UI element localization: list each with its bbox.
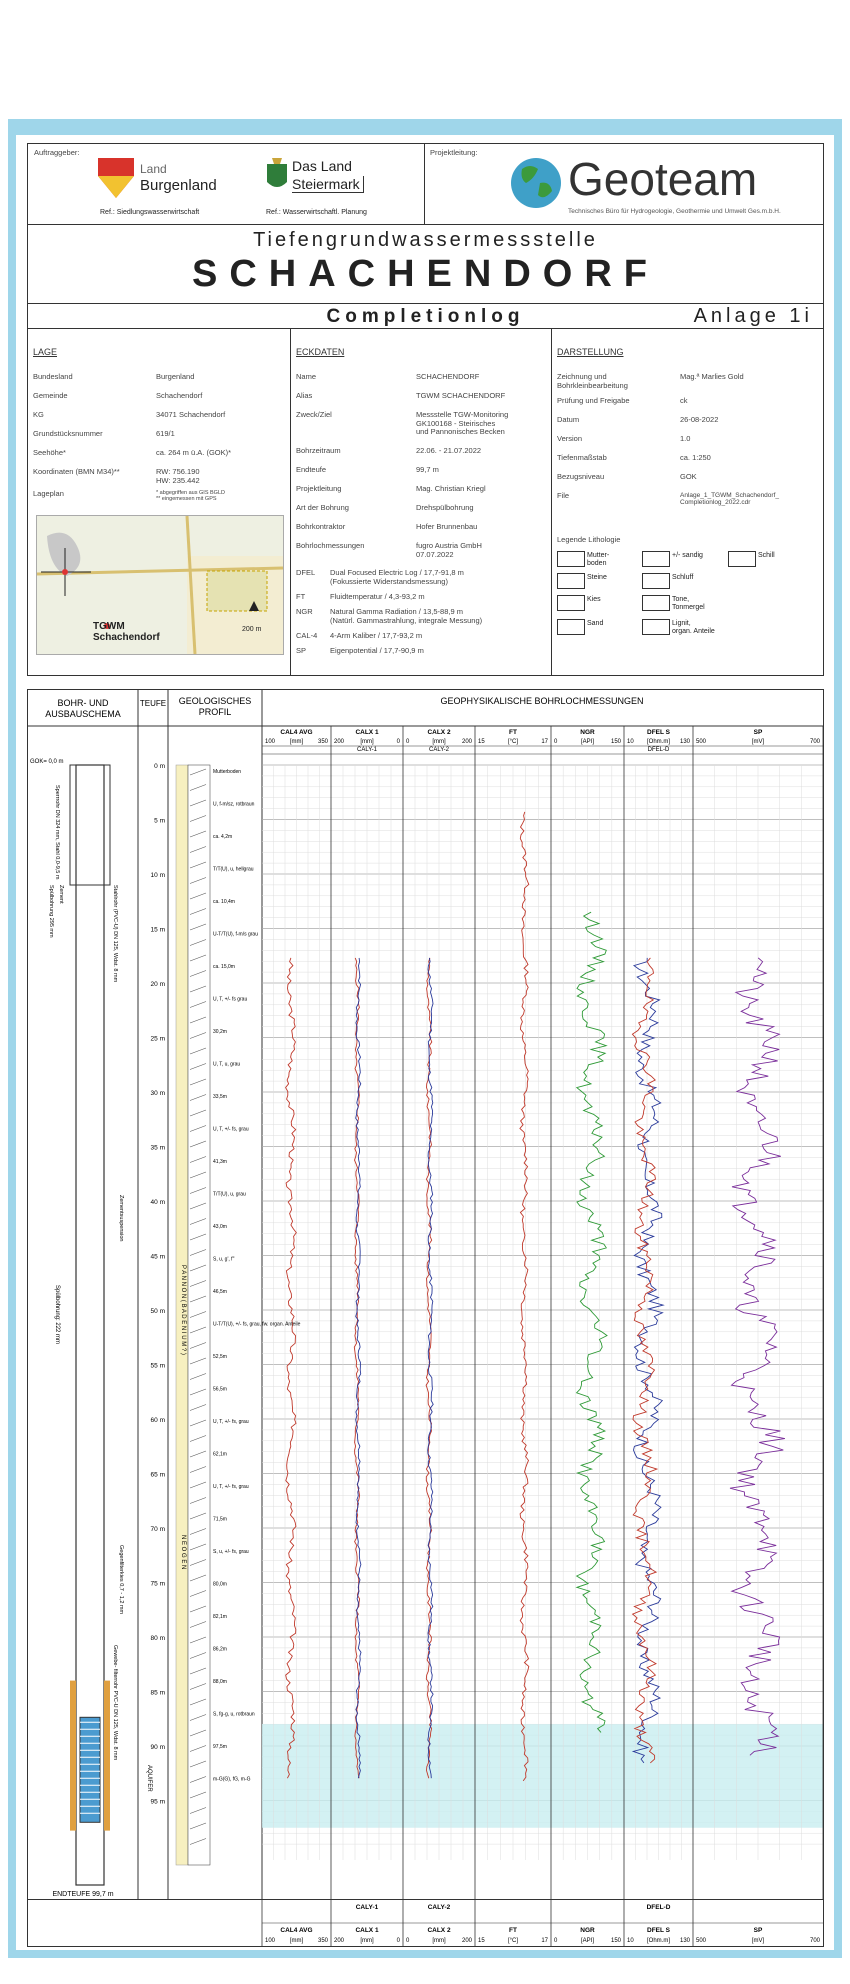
geo-label: 71,5m <box>213 1516 227 1523</box>
track-min: 0 <box>406 739 410 745</box>
log-method-value: 4-Arm Kaliber / 17,7-93,2 m <box>330 631 423 640</box>
sp-curve <box>730 958 785 1755</box>
divider <box>551 329 552 675</box>
footer-max: 130 <box>679 1938 690 1944</box>
footer-min: 10 <box>627 1938 634 1944</box>
header-logos <box>27 143 824 225</box>
lithology-column <box>188 765 210 1865</box>
track-unit: [Ohm.m] <box>646 739 671 745</box>
geo-label: 86,2m <box>213 1646 227 1653</box>
eckdaten-key: Bohrzeitraum <box>296 446 341 455</box>
neogen-label: N E O G E N <box>180 1535 186 1570</box>
track-max: 200 <box>461 739 472 745</box>
darstellung-value: 26-08-2022 <box>680 415 719 424</box>
log-title-bar <box>27 303 824 329</box>
depth-label: 45 m <box>150 1253 165 1261</box>
eckdaten-value: 99,7 m <box>416 465 439 474</box>
track-name: CALX 1 <box>355 729 379 736</box>
track-sub: CALY-2 <box>428 747 450 753</box>
lage-value: Burgenland <box>156 372 195 381</box>
eckdaten-value: Messstelle TGW-Monitoring GK100168 - Steirisches und Pannonisches Becken <box>416 410 509 437</box>
geo-label: 88,0m <box>213 1679 227 1685</box>
footer-min: 15 <box>478 1938 485 1944</box>
map-label-line: TGWM <box>93 621 125 632</box>
depth-label: 10 m <box>150 872 165 879</box>
lage-value: 34071 Schachendorf <box>156 410 226 419</box>
divider <box>290 329 291 675</box>
footer-sub: CALY-2 <box>427 1904 451 1911</box>
track-unit: [mV] <box>751 739 765 745</box>
eckdaten-key: Bohrkontraktor <box>296 522 346 531</box>
steiermark-crest-icon <box>266 158 288 192</box>
depth-label: 80 m <box>150 1635 165 1642</box>
casing-label: Spülbohrung 295 mm <box>48 885 54 938</box>
track-max: 0 <box>396 739 400 745</box>
track-sub: DFEL-D <box>647 747 670 753</box>
eckdaten-heading: ECKDATEN <box>296 347 345 357</box>
footer-unit: [Ohm.m] <box>646 1938 671 1944</box>
track-sub: CALY-1 <box>356 747 378 753</box>
lage-value: RW: 756.190 HW: 235.442 <box>156 467 200 485</box>
track-name: CAL4 AVG <box>280 729 313 736</box>
log-method-value: Dual Focused Electric Log / 17,7-91,8 m (Fokussierte Widerstandsmessung) <box>330 568 464 586</box>
legend-swatch <box>642 595 670 611</box>
divider <box>424 144 425 224</box>
track-min: 0 <box>554 739 558 745</box>
globe-icon <box>510 157 562 209</box>
geo-label: U, T, u, grau <box>213 1061 241 1068</box>
depth-label: 90 m <box>150 1744 165 1751</box>
gravel-pack <box>104 1681 110 1831</box>
geo-label: U-T/T(U), +/- fs, grau, fw. organ. Anteile <box>213 1321 301 1328</box>
geo-label: ca. 10,4m <box>213 899 235 905</box>
legend-swatch <box>728 551 756 567</box>
eckdaten-key: Bohrlochmessungen <box>296 541 365 550</box>
geo-label: T/T(U), u, grau <box>213 1191 246 1198</box>
legend-swatch <box>642 573 670 589</box>
geo-label: U, f-m/sz, rotbraun <box>213 801 255 808</box>
depth-label: 75 m <box>150 1580 165 1588</box>
footer-name: FT <box>509 1927 517 1934</box>
legend-label: Schluff <box>672 574 694 581</box>
track-max: 350 <box>317 739 328 745</box>
steiermark-line2: Steiermark <box>292 176 364 193</box>
title-block <box>27 224 824 304</box>
lage-key: Gemeinde <box>33 391 68 400</box>
ngr-curve <box>577 912 607 1732</box>
steiermark-line1: Das Land <box>292 158 352 174</box>
footer-name: CALX 2 <box>427 1927 451 1934</box>
aquifer-label: AQUIFER <box>146 1765 152 1792</box>
log-method-key: FT <box>296 592 306 601</box>
log-method-value: Natural Gamma Radiation / 13,5-88,9 m (Natürl. Gammastrahlung, integrale Messung) <box>330 607 483 625</box>
pannon-label: P A N N O N ( B A D E N I U M ? ) <box>180 1265 186 1355</box>
track-max: 130 <box>679 739 690 745</box>
col-geo-title: GEOLOGISCHES <box>178 696 252 706</box>
footer-name: SP <box>753 1927 763 1934</box>
legend-label: Steine <box>587 574 607 581</box>
footer-min: 100 <box>265 1938 276 1944</box>
track-name: NGR <box>580 729 595 736</box>
geo-label: S, u, +/- fs, grau <box>213 1549 249 1555</box>
darstellung-value: 1.0 <box>680 434 691 443</box>
geo-label: 52,5m <box>213 1354 227 1360</box>
steiermark-ref: Ref.: Wasserwirtschaftl. Planung <box>266 209 367 216</box>
client-label: Auftraggeber: <box>34 148 80 157</box>
darstellung-value: ck <box>680 396 688 405</box>
track-min: 10 <box>627 739 634 745</box>
lage-heading: LAGE <box>33 347 58 357</box>
footer-name: NGR <box>580 1927 595 1934</box>
log-method-value: Fluidtemperatur / 4,3-93,2 m <box>330 592 425 601</box>
legend-label: Schill <box>758 552 775 559</box>
darstellung-value: Anlage_1_TGWM_Schachendorf_ Completionlog_2022.cdr <box>680 492 780 507</box>
darstellung-key: Prüfung und Freigabe <box>557 396 630 405</box>
darstellung-heading: DARSTELLUNG <box>557 347 624 357</box>
track-name: CALX 2 <box>427 729 451 736</box>
location-map <box>36 515 284 655</box>
log-graphic <box>28 690 823 1899</box>
geo-label: U, T, +/- fs, grau <box>213 1484 249 1490</box>
geo-label: U, T, +/- fs, grau <box>213 1419 249 1425</box>
lage-key: Lageplan <box>33 489 64 498</box>
darstellung-key: Zeichnung und Bohrkleinbearbeitung <box>557 372 628 390</box>
log-method-value: Eigenpotential / 17,7-90,9 m <box>330 646 424 655</box>
footer-max: 200 <box>461 1938 472 1944</box>
casing-label: Gegenfilterkies 0,7 - 1,2 mm <box>118 1545 124 1615</box>
ft-curve <box>520 812 529 1781</box>
track-max: 17 <box>541 739 548 745</box>
geo-label: 33,5m <box>213 1094 227 1100</box>
eckdaten-key: Art der Bohrung <box>296 503 349 512</box>
lage-value: Schachendorf <box>156 391 203 400</box>
info-block <box>27 328 824 676</box>
darstellung-key: Datum <box>557 415 580 424</box>
log-method-key: SP <box>296 646 307 655</box>
depth-label: 0 m <box>154 763 165 770</box>
geoteam-name: Geoteam <box>568 153 758 205</box>
depth-label: 20 m <box>150 981 165 988</box>
footer-min: 200 <box>334 1938 345 1944</box>
track-min: 100 <box>265 739 276 745</box>
track-max: 700 <box>809 739 820 745</box>
geo-label: 62,1m <box>213 1451 227 1458</box>
footer-unit: [mm] <box>360 1938 374 1944</box>
darstellung-key: File <box>557 491 570 500</box>
geo-label: 43,0m <box>213 1224 227 1230</box>
track-unit: [mm] <box>289 739 304 745</box>
geo-label: U-T/T(U), f-m/s grau <box>213 931 258 938</box>
footer-min: 0 <box>554 1938 558 1944</box>
geo-label: 80,0m <box>213 1581 227 1588</box>
footer-name: DFEL S <box>647 1927 670 1934</box>
col-bohr-title: AUSBAUSCHEMA <box>45 709 121 719</box>
footer-unit: [mm] <box>432 1938 446 1944</box>
legend-swatch <box>642 551 670 567</box>
eckdaten-key: Projektleitung <box>296 484 342 493</box>
casing-label: Spülbohrung: 222 mm <box>54 1285 60 1345</box>
col-geophys-title: GEOPHYSIKALISCHE BOHRLOCHMESSUNGEN <box>440 696 644 706</box>
geo-label: 41,3m <box>213 1159 227 1165</box>
gok-label: GOK= 0,0 m <box>30 759 64 765</box>
darstellung-value: Mag.ª Marlies Gold <box>680 372 744 381</box>
casing-label: Zementsuspension <box>118 1195 124 1242</box>
footer-min: 0 <box>406 1938 410 1944</box>
footer-unit: [°C] <box>507 1938 519 1944</box>
track-min: 200 <box>334 739 345 745</box>
footer-unit: [API] <box>580 1938 595 1944</box>
track-unit: [mm] <box>432 739 446 745</box>
legend-swatch <box>557 619 585 635</box>
track-name: FT <box>509 729 517 736</box>
footer-sub: CALY-1 <box>355 1904 379 1911</box>
darstellung-value: GOK <box>680 472 697 481</box>
depth-label: 55 m <box>150 1362 165 1370</box>
darstellung-key: Tiefenmaßstab <box>557 453 607 462</box>
map-label-line: Schachendorf <box>93 632 160 643</box>
legend-swatch <box>557 595 585 611</box>
eckdaten-value: SCHACHENDORF <box>416 372 480 381</box>
geo-label: S, fg-g, u, rotbraun <box>213 1711 255 1718</box>
footer-max: 150 <box>610 1938 621 1944</box>
darstellung-key: Version <box>557 434 583 443</box>
depth-label: 50 m <box>150 1308 165 1315</box>
page-title: SCHACHENDORF <box>192 253 659 295</box>
eckdaten-key: Zweck/Ziel <box>296 410 332 419</box>
subtitle: Tiefengrundwassermessstelle <box>253 229 598 251</box>
casing-label: Zement <box>58 885 64 904</box>
map-label <box>93 621 163 643</box>
geo-label: 56,5m <box>213 1386 227 1393</box>
legend-label: +/- sandig <box>672 552 703 559</box>
geo-label: ca. 15,0m <box>213 964 235 970</box>
gravel-pack <box>70 1681 76 1831</box>
lage-value: * abgegriffen aus GIS BGLD ** eingemessen mit GPS <box>156 490 225 503</box>
footer-max: 700 <box>809 1938 820 1944</box>
geo-label: 97,5m <box>213 1744 227 1750</box>
map-scale: 200 m <box>242 626 262 633</box>
legend-swatch <box>557 573 585 589</box>
log-method-key: NGR <box>296 607 313 616</box>
footer-name: CAL4 AVG <box>280 1927 313 1934</box>
geo-label: S, u, g', f'' <box>213 1256 235 1263</box>
track-min: 15 <box>478 739 485 745</box>
depth-label: 95 m <box>150 1798 165 1806</box>
depth-label: 85 m <box>150 1689 165 1697</box>
burgenland-line2: Burgenland <box>140 177 217 194</box>
track-unit: [°C] <box>507 739 519 745</box>
footer-max: 17 <box>541 1938 548 1944</box>
log-method-key: CAL-4 <box>296 631 318 640</box>
eckdaten-key: Alias <box>296 391 313 400</box>
lage-key: Koordinaten (BMN M34)** <box>33 467 120 476</box>
eckdaten-value: 22.06. - 21.07.2022 <box>416 446 482 455</box>
col-geo-title: PROFIL <box>198 707 232 717</box>
legend-heading: Legende Lithologie <box>557 535 621 544</box>
eckdaten-value: fugro Austria GmbH 07.07.2022 <box>416 541 482 559</box>
depth-label: 5 m <box>154 817 165 825</box>
legend-label: Mutter- boden <box>587 552 610 568</box>
geo-label: Mutterboden <box>213 769 242 775</box>
geo-label: ca. 4,2m <box>213 834 233 840</box>
depth-label: 15 m <box>150 926 165 934</box>
lage-key: Seehöhe* <box>33 448 66 457</box>
burgenland-line1: Land <box>140 162 167 176</box>
track-unit: [API] <box>580 739 595 745</box>
casing-label: Stahlrohr (PVC-U) DN 125, Wdst. 8 mm <box>112 885 118 983</box>
depth-label: 60 m <box>150 1417 165 1424</box>
footer-unit: [mm] <box>289 1938 304 1944</box>
lage-key: KG <box>33 410 44 419</box>
col-bohr-title: BOHR- UND <box>57 698 109 708</box>
depth-label: 70 m <box>150 1526 165 1533</box>
annex-label: Anlage 1i <box>693 305 813 327</box>
eckdaten-key: Name <box>296 372 317 381</box>
footer-max: 350 <box>317 1938 328 1944</box>
legend-label: Sand <box>587 620 604 627</box>
legend-label: Lignit, organ. Anteile <box>672 620 715 636</box>
track-name: DFEL S <box>647 729 670 736</box>
burgenland-ref: Ref.: Siedlungswasserwirtschaft <box>100 209 200 216</box>
footer-unit: [mV] <box>751 1938 765 1944</box>
log-method-key: DFEL <box>296 568 316 577</box>
eckdaten-value: Hofer Brunnenbau <box>416 522 478 531</box>
depth-label: 25 m <box>150 1035 165 1043</box>
footer-sub: DFEL-D <box>646 1904 671 1911</box>
project-lead-label: Projektleitung: <box>430 148 478 157</box>
lage-key: Grundstücksnummer <box>33 429 103 438</box>
track-max: 150 <box>610 739 621 745</box>
eckdaten-value: TGWM SCHACHENDORF <box>416 391 506 400</box>
depth-label: 40 m <box>150 1199 165 1206</box>
darstellung-key: Bezugsniveau <box>557 472 605 481</box>
eckdaten-value: Mag. Christian Kriegl <box>416 484 486 493</box>
burgenland-logo-icon <box>96 156 136 200</box>
eckdaten-key: Endteufe <box>296 465 327 474</box>
depth-label: 30 m <box>150 1090 165 1097</box>
log-panel <box>27 689 824 1900</box>
track-unit: [mm] <box>360 739 374 745</box>
legend-swatch <box>557 551 585 567</box>
aquifer-zone <box>262 1724 823 1828</box>
eckdaten-value: Drehspülbohrung <box>416 503 474 512</box>
footer-max: 0 <box>396 1938 400 1944</box>
geo-label: U, T, +/- fs grau <box>213 996 248 1003</box>
casing-label: Sperrrohr DN 324 mm, Stahl 0,0-9,5 m <box>54 785 60 880</box>
geo-label: 82,1m <box>213 1614 227 1620</box>
geo-label: 30,2m <box>213 1029 227 1035</box>
geo-label: m-G(G), fG, m-G <box>213 1776 251 1783</box>
endteufe-label: ENDTEUFE 99,7 m <box>52 1891 114 1898</box>
legend-label: Tone, Tonmergel <box>672 596 705 612</box>
log-title: Completionlog <box>326 306 525 327</box>
lage-value: 619/1 <box>156 429 175 438</box>
legend-swatch <box>642 619 670 635</box>
darstellung-value: ca. 1:250 <box>680 453 711 462</box>
geo-label: 46,5m <box>213 1289 227 1295</box>
footer-name: CALX 1 <box>355 1927 379 1934</box>
footer-min: 500 <box>696 1938 707 1944</box>
dfel-d-curve <box>632 958 657 1763</box>
track-min: 500 <box>696 739 707 745</box>
geo-label: T/T(U), u, hellgrau <box>213 866 254 873</box>
depth-label: 35 m <box>150 1144 165 1152</box>
legend-label: Kies <box>587 596 601 603</box>
geo-label: U, T, +/- fs, grau <box>213 1126 249 1133</box>
casing-label: Gewebe- filterrohr PVC-U DN 125, Wdst. 8 mm <box>112 1645 118 1761</box>
lage-value: ca. 264 m ü.A. (GOK)* <box>156 448 232 457</box>
geoteam-sub: Technisches Büro für Hydrogeologie, Geothermie und Umwelt Ges.m.b.H. <box>568 208 781 215</box>
depth-label: 65 m <box>150 1471 165 1479</box>
log-footer <box>27 1899 824 1947</box>
lage-key: Bundesland <box>33 372 73 381</box>
track-name: SP <box>753 729 763 736</box>
footer-graphic <box>28 1900 823 1946</box>
col-teufe-title: TEUFE <box>139 699 167 708</box>
